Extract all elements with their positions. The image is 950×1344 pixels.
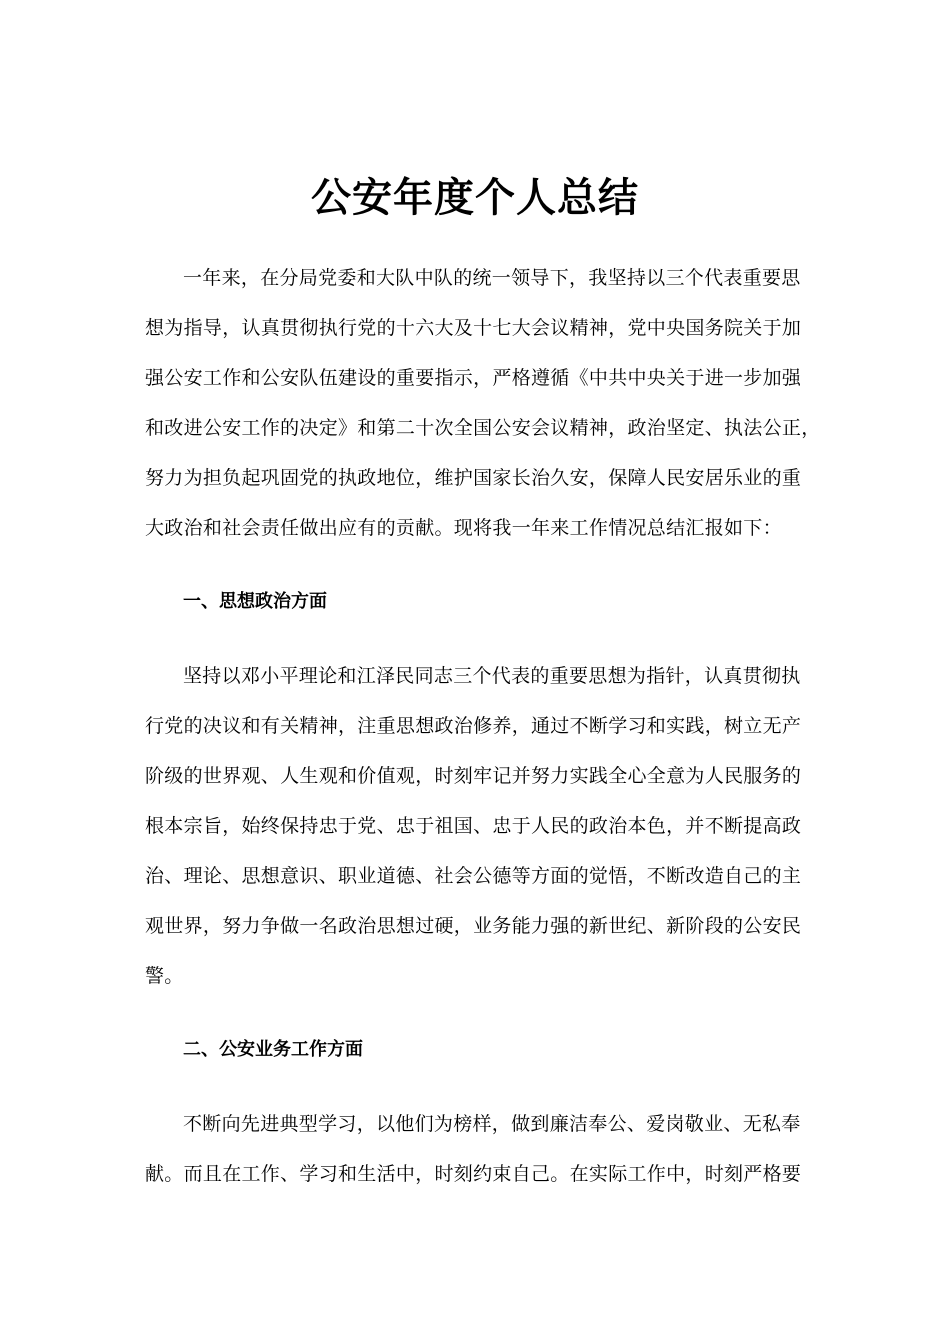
section-heading-police-work: 二、公安业务工作方面 xyxy=(183,1039,363,1060)
section1-line: 治、理论、思想意识、职业道德、社会公德等方面的觉悟，不断改造自己的主 xyxy=(145,865,802,887)
intro-line: 努力为担负起巩固党的执政地位，维护国家长治久安，保障人民安居乐业的重 xyxy=(145,467,802,489)
section-heading-ideology: 一、思想政治方面 xyxy=(183,591,327,612)
section1-line: 警。 xyxy=(145,965,184,987)
intro-line: 一年来，在分局党委和大队中队的统一领导下，我坚持以三个代表重要思 xyxy=(183,267,801,289)
section1-line: 行党的决议和有关精神，注重思想政治修养，通过不断学习和实践，树立无产 xyxy=(145,715,802,737)
section2-line: 不断向先进典型学习，以他们为榜样，做到廉洁奉公、爱岗敬业、无私奉 xyxy=(183,1113,801,1135)
section1-line: 根本宗旨，始终保持忠于党、忠于祖国、忠于人民的政治本色，并不断提高政 xyxy=(145,815,802,837)
intro-line: 强公安工作和公安队伍建设的重要指示，严格遵循《中共中央关于进一步加强 xyxy=(145,367,802,389)
intro-line: 想为指导，认真贯彻执行党的十六大及十七大会议精神，党中央国务院关于加 xyxy=(145,317,802,339)
intro-line: 大政治和社会责任做出应有的贡献。现将我一年来工作情况总结汇报如下： xyxy=(145,517,782,539)
section2-line: 献。而且在工作、学习和生活中，时刻约束自己。在实际工作中，时刻严格要 xyxy=(145,1163,802,1185)
document-title: 公安年度个人总结 xyxy=(311,175,639,221)
intro-line: 和改进公安工作的决定》和第二十次全国公安会议精神，政治坚定、执法公正， xyxy=(145,417,821,439)
section1-line: 坚持以邓小平理论和江泽民同志三个代表的重要思想为指针，认真贯彻执 xyxy=(183,665,801,687)
section1-line: 观世界，努力争做一名政治思想过硬，业务能力强的新世纪、新阶段的公安民 xyxy=(145,915,802,937)
section1-line: 阶级的世界观、人生观和价值观，时刻牢记并努力实践全心全意为人民服务的 xyxy=(145,765,802,787)
